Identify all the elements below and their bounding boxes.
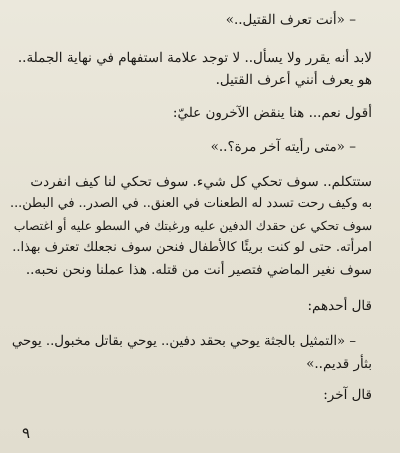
text-line-9: امرأته. حتى لو كنت بريئًا كالأطفال فنحن سوف نجعلك تعترف بهذا.. (12, 240, 372, 255)
text-line-4: أقول نعم... هنا ينقض الآخرون عليّ: (172, 105, 372, 121)
text-line-8: سوف تحكي عن حقدك الدفين عليه ورغبتك في السطو عليه أو اغتصاب (13, 219, 372, 233)
text-line-6: ستتكلم.. سوف تحكي كل شيء. سوف تحكي لنا كيف انفردت (30, 174, 372, 190)
dialogue-line-5: – «متى رأيته آخر مرة؟..» (210, 139, 356, 155)
text-line-14: قال آخر: (323, 387, 372, 403)
page-number: ٩ (22, 424, 31, 442)
dialogue-line-12: – «التمثيل بالجثة يوحي بحقد دفين.. يوحي بقاتل مخبول.. يوحي (11, 334, 356, 349)
text-line-10: سوف نغير الماضي فتصير أنت من قتله. هذا عملنا ونحن نحبه.. (25, 262, 372, 278)
text-line-3: هو يعرف أنني أعرف القتيل. (215, 72, 372, 88)
dialogue-line-13: بثأر قديم..» (306, 356, 372, 372)
dialogue-line-1: – «أنت تعرف القتيل..» (225, 12, 356, 28)
text-line-2: لابد أنه يقرر ولا يسأل.. لا توجد علامة استفهام في نهاية الجملة.. (17, 50, 372, 66)
text-line-11: قال أحدهم: (307, 298, 372, 314)
text-line-7: به وكيف رحت تسدد له الطعنات في العنق.. في الصدر.. في البطن... (10, 196, 372, 211)
